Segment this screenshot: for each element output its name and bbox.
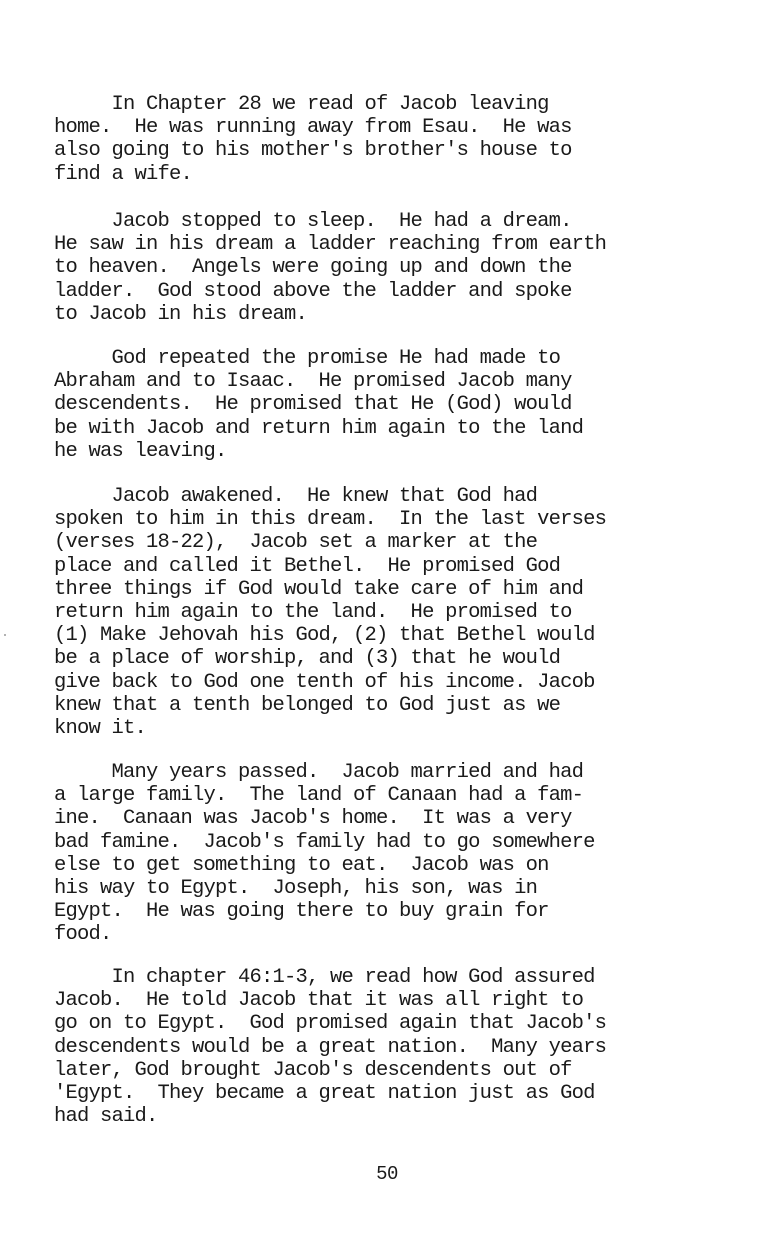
text-line: descendents. He promised that He (God) would	[54, 393, 572, 417]
text-line: Many years passed. Jacob married and had	[54, 761, 584, 784]
text-line: (1) Make Jehovah his God, (2) that Bethel would	[54, 624, 595, 648]
text-line: bad famine. Jacob's family had to go somewhere	[54, 830, 595, 854]
text-line: place and called it Bethel. He promised God	[54, 554, 561, 578]
paragraph-1	[54, 93, 724, 186]
text-line: In Chapter 28 we read of Jacob leaving	[54, 93, 549, 116]
paragraph-6	[54, 966, 724, 1128]
text-line: later, God brought Jacob's descendents out of	[54, 1058, 572, 1082]
paragraph-3	[54, 347, 724, 463]
text-line: he was leaving.	[54, 439, 227, 463]
text-line: Jacob stopped to sleep. He had a dream.	[54, 210, 572, 233]
text-line: also going to his mother's brother's house to	[54, 139, 572, 163]
text-line: Jacob. He told Jacob that it was all right to	[54, 989, 584, 1013]
text-line: a large family. The land of Canaan had a fam-	[54, 784, 584, 808]
text-line: else to get something to eat. Jacob was on	[54, 853, 549, 877]
text-line: In chapter 46:1-3, we read how God assured	[54, 966, 595, 989]
text-line: be a place of worship, and (3) that he would	[54, 647, 561, 671]
text-line: 'Egypt. They became a great nation just as God	[54, 1081, 595, 1105]
text-line: He saw in his dream a ladder reaching from earth	[54, 233, 607, 257]
text-line: Egypt. He was going there to buy grain for	[54, 900, 549, 924]
text-line: home. He was running away from Esau. He was	[54, 116, 572, 140]
page-number: 50	[376, 1163, 398, 1185]
text-line: be with Jacob and return him again to the land	[54, 416, 584, 440]
scan-speck	[4, 634, 6, 636]
text-line: knew that a tenth belonged to God just as we	[54, 693, 561, 717]
text-line: three things if God would take care of him and	[54, 577, 584, 601]
text-line: ladder. God stood above the ladder and spoke	[54, 279, 572, 303]
text-line: find a wife.	[54, 162, 193, 186]
text-line: know it.	[54, 716, 147, 740]
text-line: food.	[54, 923, 112, 947]
text-line: return him again to the land. He promised to	[54, 600, 572, 624]
text-line: to heaven. Angels were going up and down the	[54, 256, 572, 280]
text-line: his way to Egypt. Joseph, his son, was in	[54, 876, 538, 900]
text-line: (verses 18-22), Jacob set a marker at the	[54, 531, 538, 555]
text-line: to Jacob in his dream.	[54, 302, 308, 326]
text-line: give back to God one tenth of his income. Jacob	[54, 670, 595, 694]
text-line: had said.	[54, 1105, 158, 1129]
text-line: Jacob awakened. He knew that God had	[54, 485, 538, 508]
paragraph-5	[54, 761, 724, 947]
paragraph-2	[54, 210, 724, 326]
paragraph-4	[54, 485, 724, 740]
text-line: spoken to him in this dream. In the last verses	[54, 508, 607, 532]
text-line: ine. Canaan was Jacob's home. It was a very	[54, 807, 572, 831]
text-line: God repeated the promise He had made to	[54, 347, 561, 370]
text-line: Abraham and to Isaac. He promised Jacob many	[54, 370, 572, 394]
text-line: go on to Egypt. God promised again that Jacob's	[54, 1012, 607, 1036]
text-line: descendents would be a great nation. Many years	[54, 1035, 607, 1059]
